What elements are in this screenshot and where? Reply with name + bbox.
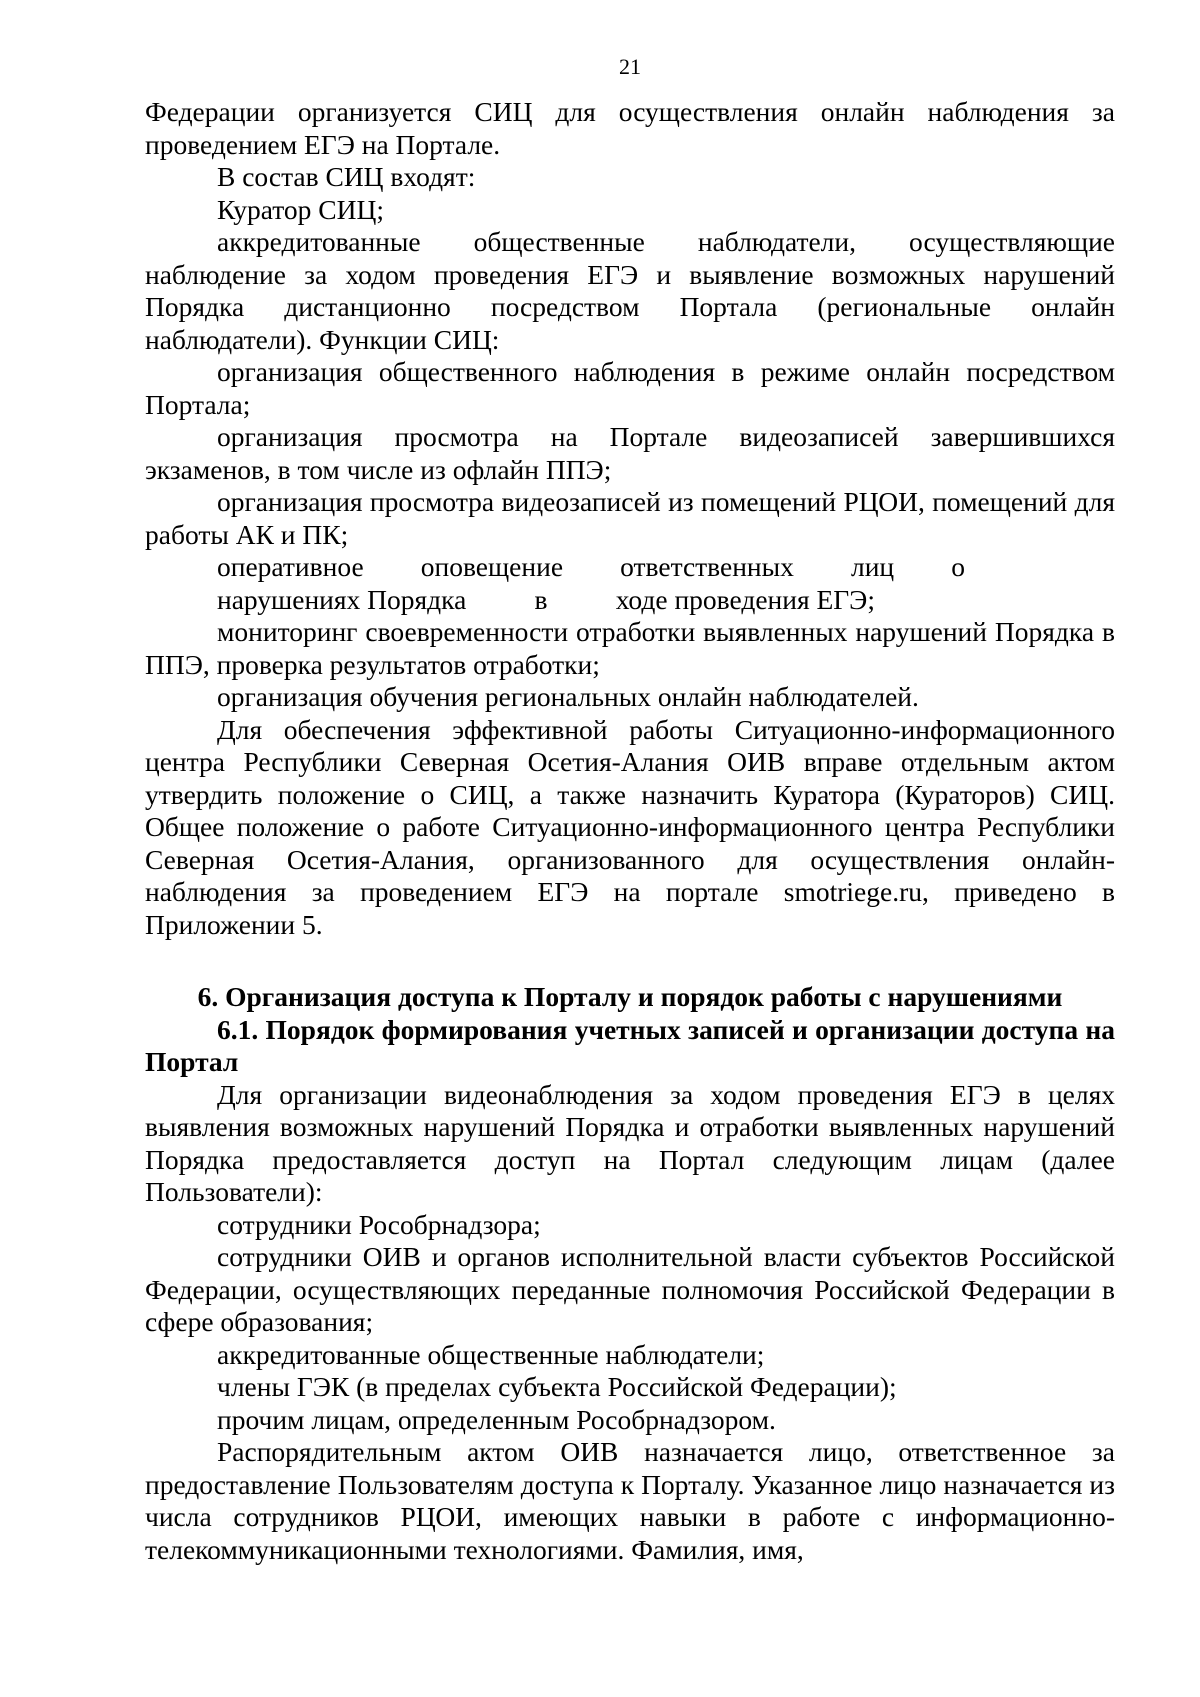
section-heading-6: 6. Организация доступа к Порталу и порядок работы с нарушениями: [197, 981, 1063, 1012]
list-item-observers: аккредитованные общественные наблюдатели, осуществляющие наблюдение за ходом проведения ЕГЭ и выявление возможных нарушений Порядка дистанционно посредством Портала (региональные онлайн наблюдатели). Функции СИЦ:: [145, 226, 1115, 355]
section-after-heading: [145, 1079, 1115, 1567]
paragraph-sic-regulation: Для обеспечения эффективной работы Ситуационно-информационного центра Республики Северная Осетия-Алания ОИВ вправе отдельным актом утвердить положение о СИЦ, а также назначить Куратора (Кураторов) СИЦ. Общее положение о работе Ситуационно-информационного центра Республики Северная Осетия-Алания, организованного для осуществления онлайн-наблюдения за проведением ЕГЭ на портале smotriege.ru, приведено в Приложении 5.: [145, 713, 1115, 940]
word: в: [534, 583, 548, 615]
list-item-other-persons: прочим лицам, определенным Рособрнадзором.: [217, 1403, 776, 1435]
list-item-rosobrnadzor: сотрудники Рособрнадзора;: [217, 1208, 541, 1240]
list-item-gek-members: члены ГЭК (в пределах субъекта Российской Федерации);: [217, 1371, 897, 1402]
list-item-monitoring-violations: мониторинг своевременности отработки выявленных нарушений Порядка в ППЭ, проверка результатов отработки;: [145, 616, 1115, 680]
section-spacer: [145, 941, 1115, 981]
document-page: [145, 52, 1115, 1566]
word: оперативное: [217, 551, 364, 582]
list-item-notification-line-2: [145, 584, 1115, 617]
list-item-accredited-observers: аккредитованные общественные наблюдатели;: [217, 1338, 765, 1370]
subsection-heading-6-1: 6.1. Порядок формирования учетных записей и организации доступа на Портал: [145, 1013, 1115, 1077]
list-item-curator: Куратор СИЦ;: [217, 193, 385, 225]
paragraph-continuation: Федерации организуется СИЦ для осуществления онлайн наблюдения за проведением ЕГЭ на Портале.: [145, 96, 1115, 160]
word: оповещение: [420, 551, 564, 582]
list-item-video-review: организация просмотра на Портале видеозаписей завершившихся экзаменов, в том числе из офлайн ППЭ;: [145, 421, 1115, 485]
list-item-online-monitoring: организация общественного наблюдения в режиме онлайн посредством Портала;: [145, 356, 1115, 420]
list-item-notification-line-1: [145, 551, 1115, 584]
word: ходе проведения ЕГЭ;: [615, 583, 875, 615]
section-before-heading: [145, 96, 1115, 941]
paragraph-sic-composition: В состав СИЦ входят:: [217, 161, 476, 192]
word: нарушениях Порядка: [217, 583, 467, 615]
page-number: 21: [619, 54, 641, 79]
word: о: [951, 551, 965, 582]
list-item-oiv-staff: сотрудники ОИВ и органов исполнительной власти субъектов Российской Федерации, осуществляющих переданные полномочия Российской Федерации в сфере образования;: [145, 1241, 1115, 1337]
paragraph-access-intro: Для организации видеонаблюдения за ходом проведения ЕГЭ в целях выявления возможных нарушений Порядка и отработки выявленных нарушений Порядка предоставляется доступ на Портал следующим лицам (далее Пользователи):: [145, 1078, 1115, 1207]
word: ответственных: [620, 551, 794, 582]
list-item-training: организация обучения региональных онлайн наблюдателей.: [217, 681, 919, 712]
list-item-video-rcoi: организация просмотра видеозаписей из помещений РЦОИ, помещений для работы АК и ПК;: [145, 486, 1115, 550]
word: лиц: [850, 551, 895, 582]
paragraph-responsible-person: Распорядительным актом ОИВ назначается лицо, ответственное за предоставление Пользователям доступа к Порталу. Указанное лицо назначается из числа сотрудников РЦОИ, имеющих навыки в работе с информационно-телекоммуникационными технологиями. Фамилия, имя,: [145, 1436, 1115, 1565]
